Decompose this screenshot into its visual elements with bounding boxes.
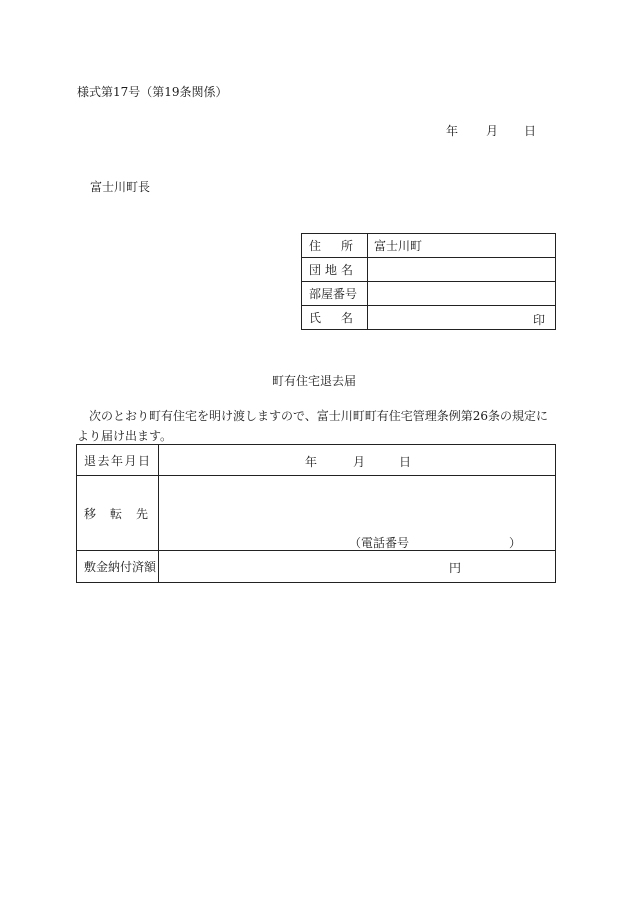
phone-label: （電話番号 xyxy=(349,536,410,550)
name-row xyxy=(302,306,556,330)
document-title: 町有住宅退去届 xyxy=(272,374,357,388)
move-out-date-row xyxy=(77,445,556,476)
complex-row xyxy=(302,258,556,282)
address-value[interactable]: 富士川町 xyxy=(368,234,556,258)
move-out-details-table xyxy=(76,444,556,583)
destination-row xyxy=(77,476,556,551)
deposit-row xyxy=(77,551,556,583)
date-month-label: 月 xyxy=(486,124,499,138)
name-field[interactable] xyxy=(368,306,556,330)
room-number-field[interactable] xyxy=(368,282,556,306)
room-row xyxy=(302,282,556,306)
move-out-month-label: 月 xyxy=(353,455,366,469)
complex-name-field[interactable] xyxy=(368,258,556,282)
move-out-date-field[interactable] xyxy=(159,445,556,476)
name-label: 氏 名 xyxy=(302,306,368,330)
address-label: 住 所 xyxy=(302,234,368,258)
address-row xyxy=(302,234,556,258)
move-out-year-label: 年 xyxy=(305,455,318,469)
room-number-label: 部屋番号 xyxy=(302,282,368,306)
complex-name-label: 団 地 名 xyxy=(302,258,368,282)
move-out-day-label: 日 xyxy=(399,455,412,469)
deposit-label: 敷金納付済額 xyxy=(77,551,159,583)
submission-date xyxy=(446,122,536,139)
applicant-info-table xyxy=(301,233,556,330)
destination-field[interactable] xyxy=(159,476,556,551)
addressee: 富士川町長 xyxy=(90,180,151,194)
seal-mark: 印 xyxy=(532,313,545,327)
phone-close-paren: ） xyxy=(509,536,522,550)
destination-label: 移 転 先 xyxy=(77,476,159,551)
yen-unit: 円 xyxy=(449,561,462,575)
deposit-field[interactable] xyxy=(159,551,556,583)
date-year-label: 年 xyxy=(446,124,459,138)
date-day-label: 日 xyxy=(524,124,537,138)
form-number: 様式第17号（第19条関係） xyxy=(77,85,228,99)
move-out-date-label: 退 去 年 月 日 xyxy=(77,445,159,476)
body-text: 次のとおり町有住宅を明け渡しますので、富士川町町有住宅管理条例第26条の規定により届け出ます。 xyxy=(77,409,549,443)
